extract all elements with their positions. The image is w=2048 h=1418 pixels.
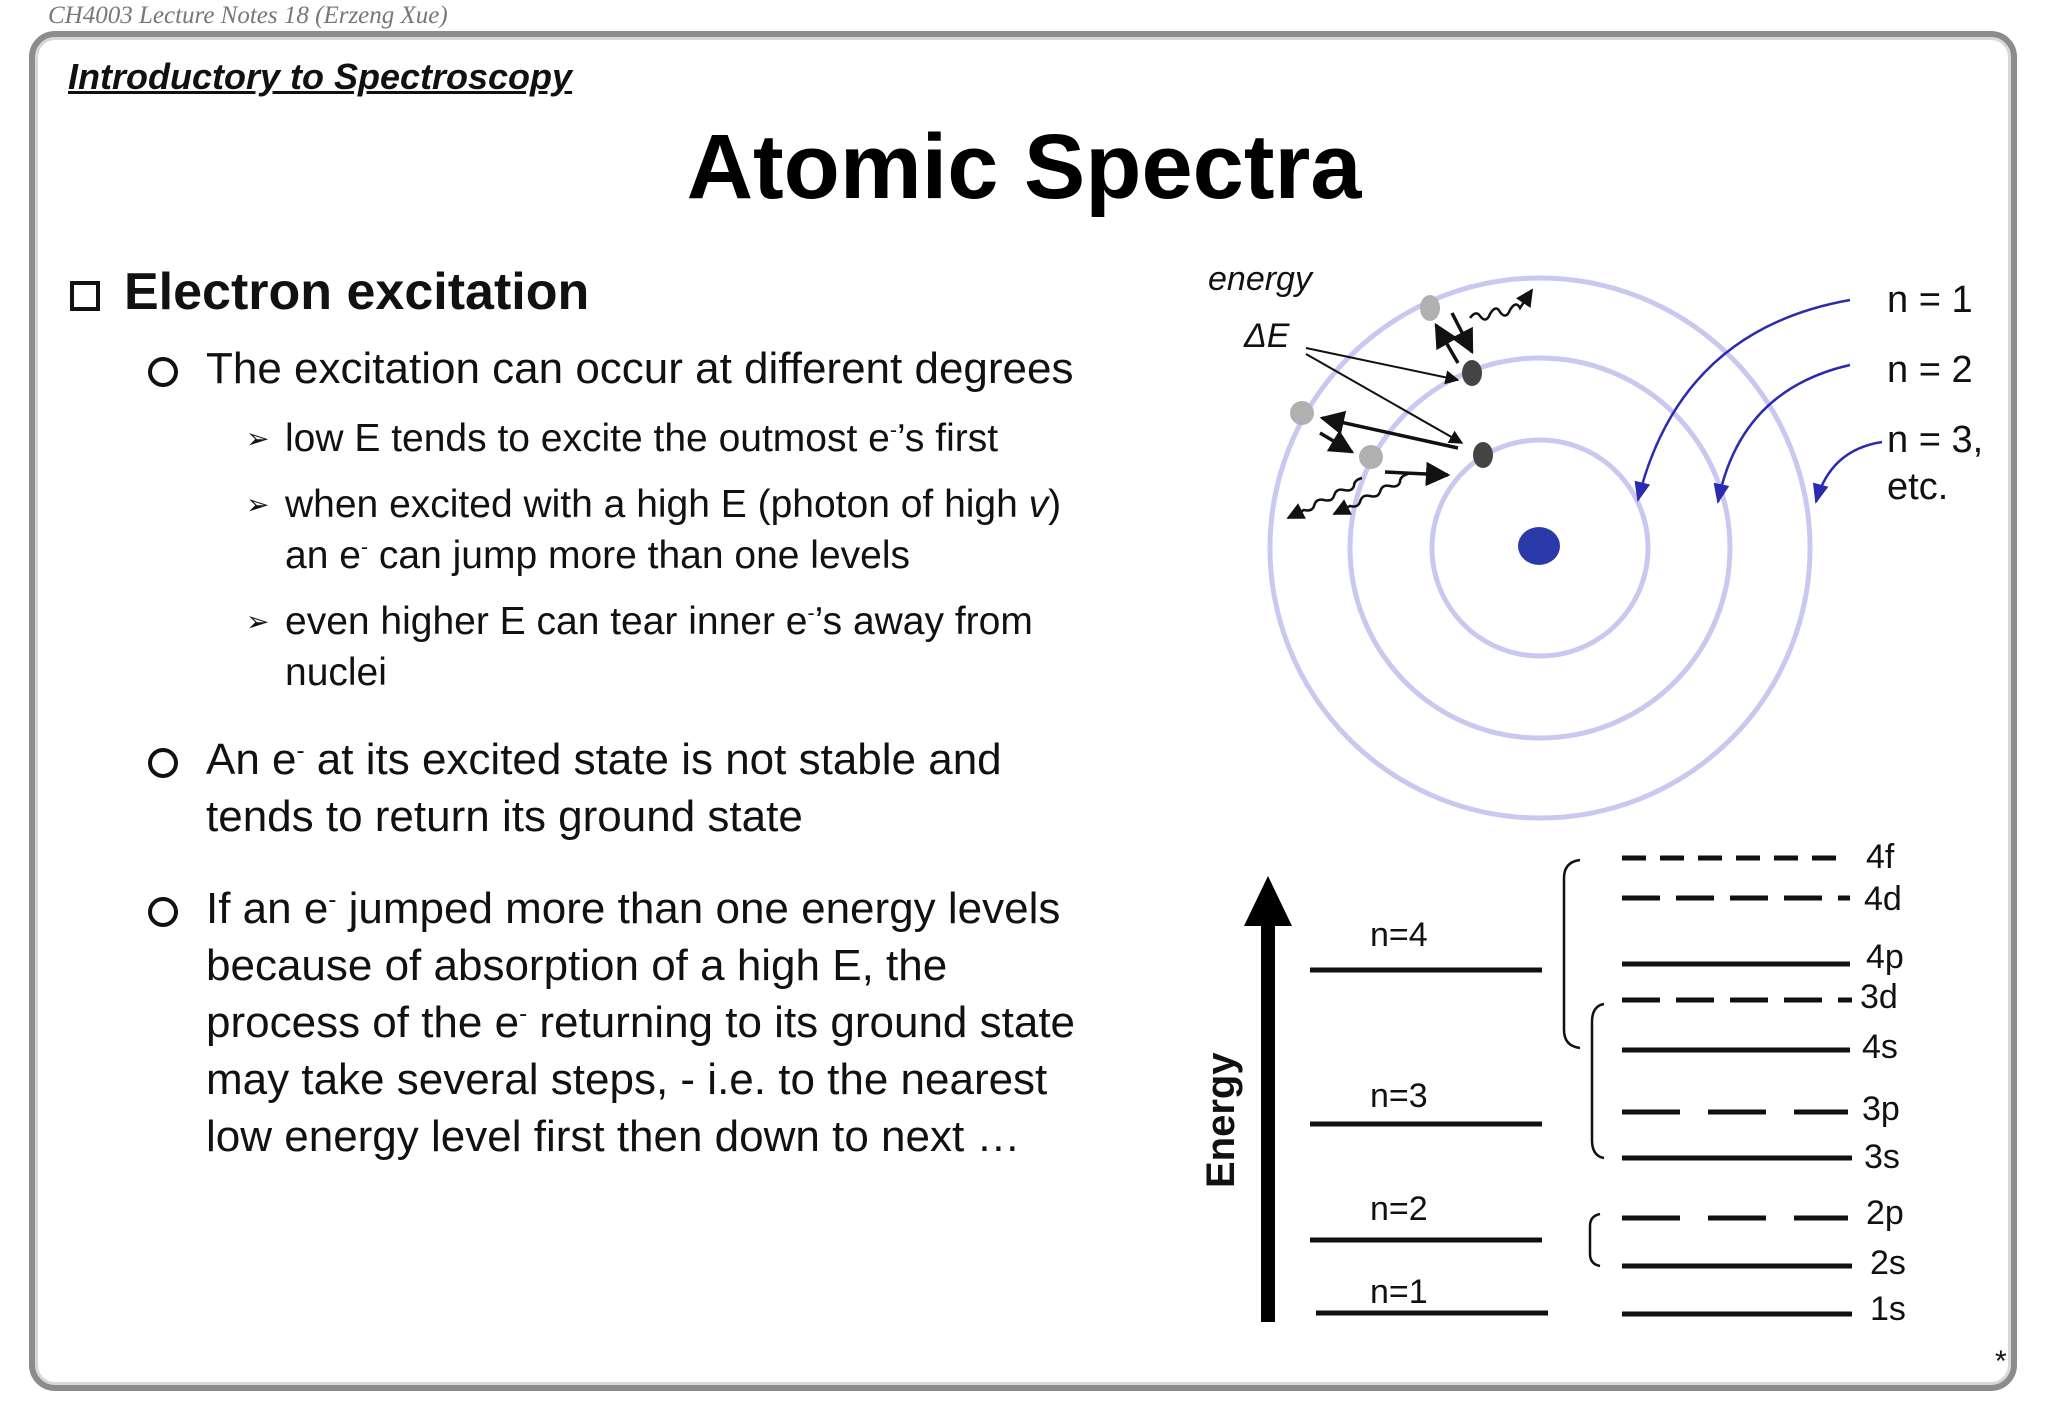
point1-sub1: low E tends to excite the outmost e-’s first: [285, 417, 999, 460]
point2-line2: tends to return its ground state: [206, 792, 803, 841]
point1-sub3-cont: nuclei: [285, 651, 387, 694]
level-label-n1: n=1: [1370, 1273, 1428, 1311]
energy-level-diagram: [1199, 838, 1906, 1328]
excitation-arrow: [1322, 418, 1458, 448]
lecture-header-note: CH4003 Lecture Notes 18 (Erzeng Xue): [48, 2, 448, 29]
point1-sub3: even higher E can tear inner e-’s away from: [285, 600, 1033, 643]
nucleus: [1518, 527, 1560, 565]
energy-axis-label: Energy: [1199, 1052, 1243, 1188]
emission-arrow: [1320, 433, 1352, 452]
sublevel-label-3d: 3d: [1860, 978, 1898, 1016]
electron-excited: [1290, 401, 1314, 425]
photon-wave-icon: [1470, 290, 1532, 320]
main-bullet-text: Electron excitation: [124, 263, 590, 321]
arrowhead-bullet-icon: ➢: [246, 423, 270, 454]
arrowhead-bullet-icon: ➢: [246, 606, 270, 637]
sublevel-label-2p: 2p: [1866, 1194, 1904, 1232]
delta-e-label: ΔE: [1244, 317, 1290, 355]
energy-axis-arrowhead-icon: [1244, 876, 1292, 926]
shell-bracket-n4: [1564, 860, 1580, 1048]
section-tag: Introductory to Spectroscopy: [68, 56, 573, 97]
point1-text: The excitation can occur at different degrees: [206, 344, 1074, 393]
sublevel-label-4s: 4s: [1862, 1028, 1898, 1066]
point3-line2: because of absorption of a high E, the: [206, 941, 948, 990]
excitation-arrow: [1385, 472, 1448, 475]
delta-e-pointer: [1306, 348, 1458, 380]
shell-bracket-n2: [1590, 1214, 1600, 1266]
electron-ground: [1473, 442, 1493, 468]
photon-wave-icon: [1334, 474, 1408, 514]
level-label-n2: n=2: [1370, 1190, 1428, 1228]
point3-line1: If an e- jumped more than one energy levels: [206, 884, 1061, 933]
shell-label-n2: n = 2: [1887, 349, 1973, 391]
sublevel-label-3s: 3s: [1864, 1138, 1900, 1176]
excitation-arrow: [1452, 313, 1472, 352]
electron-excited: [1420, 295, 1440, 321]
electron-ground: [1462, 360, 1482, 386]
point1-sub2: when excited with a high E (photon of high v): [285, 483, 1062, 526]
emission-arrow: [1436, 325, 1458, 363]
shell-bracket-n3: [1592, 1004, 1604, 1158]
sublevel-label-3p: 3p: [1862, 1090, 1900, 1128]
point3-line5: low energy level first then down to next …: [206, 1112, 1021, 1161]
sublevel-label-4d: 4d: [1864, 880, 1902, 918]
point3-line4: may take several steps, - i.e. to the nearest: [206, 1055, 1048, 1104]
shell-label-etc: etc.: [1887, 466, 1949, 508]
electron-excited: [1359, 445, 1383, 469]
shell-label-n3: n = 3,: [1887, 419, 1984, 461]
energy-label: energy: [1208, 260, 1312, 298]
shell-label-n1: n = 1: [1887, 279, 1973, 321]
sublevel-label-2s: 2s: [1870, 1244, 1906, 1282]
sublevel-label-4p: 4p: [1866, 938, 1904, 976]
sublevel-label-4f: 4f: [1866, 838, 1895, 876]
point2-line1: An e- at its excited state is not stable and: [206, 735, 1002, 784]
sublevel-label-1s: 1s: [1870, 1290, 1906, 1328]
slide-title: Atomic Spectra: [686, 116, 1362, 218]
shell-pointer-n1: [1638, 300, 1850, 500]
level-label-n4: n=4: [1370, 916, 1428, 954]
footer-mark: *: [1995, 1345, 2007, 1378]
point1-sub2-cont: an e- can jump more than one levels: [285, 534, 911, 577]
arrowhead-bullet-icon: ➢: [246, 489, 270, 520]
atom-model: [1208, 260, 1983, 818]
point3-line3: process of the e- returning to its ground state: [206, 998, 1076, 1047]
shell-pointer-n3: [1816, 442, 1882, 502]
level-label-n3: n=3: [1370, 1077, 1428, 1115]
delta-e-pointer: [1306, 354, 1462, 443]
